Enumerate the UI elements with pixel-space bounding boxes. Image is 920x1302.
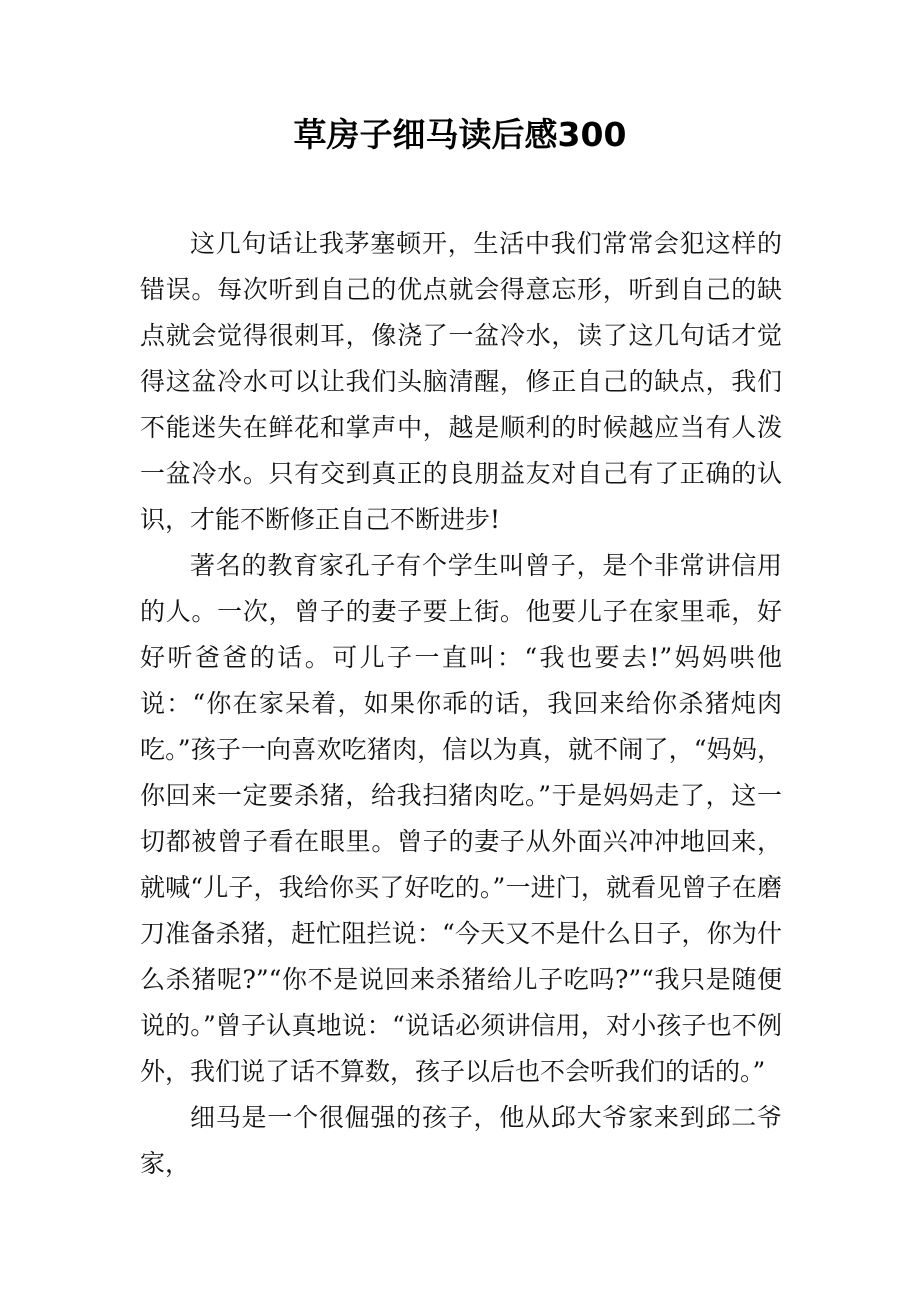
paragraph-1: 这几句话让我茅塞顿开，生活中我们常常会犯这样的错误。每次听到自己的优点就会得意忘形，听到自己的缺点就会觉得很刺耳，像浇了一盆冷水，读了这几句话才觉得这盆冷水可以让我们头脑清醒，修正自己的缺点，我们不能迷失在鲜花和掌声中，越是顺利的时候越应当有人泼一盆冷水。只有交到真正的良朋益友对自己有了正确的认识，才能不断修正自己不断进步! [140,229,782,534]
paragraph-3: 细马是一个很倔强的孩子，他从邱大爷家来到邱二爷家， [140,1103,782,1178]
document-body [140,221,782,1187]
document-title: 草房子细马读后感300 [293,115,627,154]
paragraph-2: 著名的教育家孔子有个学生叫曾子，是个非常讲信用的人。一次，曾子的妻子要上街。他要儿子在家里乖，好好听爸爸的话。可儿子一直叫：“我也要去!”妈妈哄他说：“你在家呆着，如果你乖的话，我回来给你杀猪炖肉吃。”孩子一向喜欢吃猪肉，信以为真，就不闹了，“妈妈，你回来一定要杀猪，给我扫猪肉吃。”于是妈妈走了，这一切都被曾子看在眼里。曾子的妻子从外面兴冲冲地回来，就喊“儿子，我给你买了好吃的。”一进门，就看见曾子在磨刀准备杀猪，赶忙阻拦说：“今天又不是什么日子，你为什么杀猪呢?”“你不是说回来杀猪给儿子吃吗?”“我只是随便说的。”曾子认真地说：“说话必须讲信用，对小孩子也不例外，我们说了话不算数，孩子以后也不会听我们的话的。” [140,551,782,1086]
